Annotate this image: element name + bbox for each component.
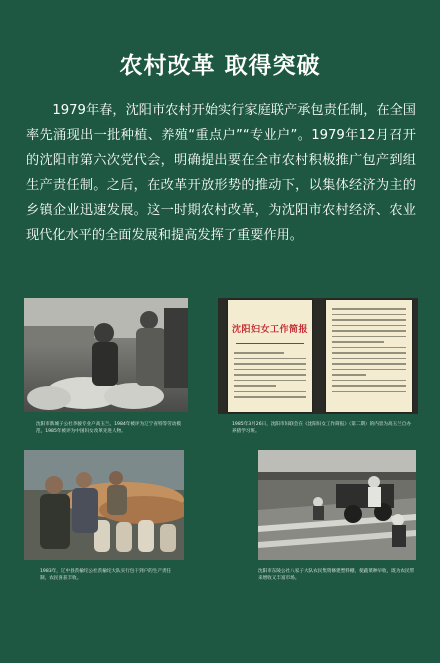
document-page-right — [326, 300, 412, 412]
photo-pig-farmer — [24, 298, 188, 412]
document-title: 沈阳妇女工作简报 — [231, 325, 308, 335]
photo-caption-1: 沈阳市新城子公社李骏专业户高玉兰。1984年被评为辽宁省特等劳动模范，1985年被评为中国妇女改革先进人物。 — [36, 422, 181, 434]
photo-briefing-documents — [218, 298, 418, 414]
document-page-left — [228, 300, 312, 412]
photo-harvest-sacks — [24, 450, 184, 560]
page-title: 农村改革 取得突破 — [119, 53, 321, 79]
photo-greenhouse-field — [258, 450, 416, 560]
intro-paragraph: 1979年春，沈阳市农村开始实行家庭联产承包责任制，在全国率先涌现出一批种植、养殖“重点户”“专业户”。1979年12月召开的沈阳市第六次党代会，明确提出要在全市农村积极推广包产到组生产责任制。之后，在改革开放形势的推动下，以集体经济为主的乡镇企业迅速发展。这一时期农村改革，为沈阳市农村经济、农业现代化水平的全面发展和提高发挥了重要作用。 — [26, 103, 416, 243]
photo-caption-2: 1985年3月26日，沈阳市妇联会在《沈阳妇女工作简报》（第二期）的内容为高玉兰自办养猪学习班。 — [232, 422, 411, 434]
photo-caption-4: 沈阳市东陵公社八家子大队农民集资修建塑料棚，使蔬菜种早收，既为农民带来增收又丰富市场。 — [258, 569, 415, 581]
photo-caption-3: 1983年，辽中县茨榆坨公社茨榆坨大队实行包干到户的生产责任制，农民喜获丰收。 — [40, 569, 172, 581]
